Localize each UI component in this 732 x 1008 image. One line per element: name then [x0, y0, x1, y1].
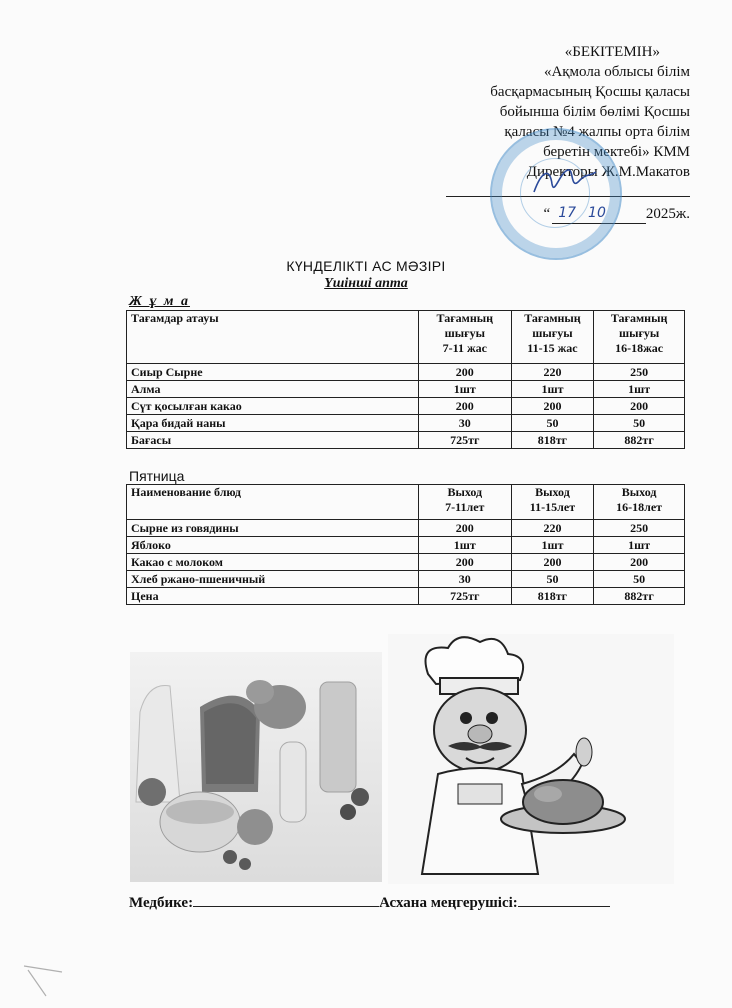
table-row [127, 520, 685, 537]
price-value: 725тг [418, 432, 511, 449]
cell-value: 220 [511, 520, 594, 537]
table-row [127, 381, 685, 398]
footer-signatures [129, 892, 610, 912]
cell-value: 200 [594, 398, 685, 415]
price-row [127, 588, 685, 605]
cell-value: 50 [594, 571, 685, 588]
approval-line: «Ақмола облысы білім [543, 64, 690, 80]
menu-table-ru [126, 484, 685, 605]
price-value: 818тг [511, 588, 594, 605]
date-year: 2025ж. [645, 206, 690, 222]
table-row [127, 571, 685, 588]
cell-value: 50 [511, 415, 594, 432]
dish-name: Сүт қосылған какао [127, 398, 419, 415]
date-month: 10 [582, 203, 612, 224]
handwritten-signature [530, 162, 600, 202]
cell-value: 1шт [594, 381, 685, 398]
cell-value: 220 [511, 364, 594, 381]
column-header: Тағамның шығуы 16-18жас [594, 311, 685, 364]
cell-value: 200 [418, 364, 511, 381]
column-header: Тағамның шығуы 11-15 жас [511, 311, 594, 364]
cell-value: 30 [418, 415, 511, 432]
price-value: 818тг [511, 432, 594, 449]
day-label-kz: Ж ұ м а [129, 294, 190, 309]
column-header: Тағамдар атауы [127, 311, 419, 364]
approval-line: бойынша білім бөлімі Қосшы [499, 104, 690, 120]
cell-value: 200 [418, 554, 511, 571]
cell-value: 200 [418, 520, 511, 537]
price-row [127, 432, 685, 449]
table-row [127, 554, 685, 571]
cell-value: 200 [511, 554, 594, 571]
price-value: 882тг [594, 588, 685, 605]
table-row [127, 537, 685, 554]
page-title: КҮНДЕЛІКТІ АС МӘЗІРІ [286, 258, 446, 274]
cell-value: 50 [594, 415, 685, 432]
price-label: Цена [127, 588, 419, 605]
table-header-row [127, 485, 685, 520]
date-quote: “ [543, 206, 551, 222]
price-label: Бағасы [127, 432, 419, 449]
date-day: 17 [552, 203, 582, 224]
approval-heading: «БЕКІТЕМІН» [564, 44, 660, 60]
nurse-signature-line [193, 892, 379, 907]
cell-value: 50 [511, 571, 594, 588]
scan-corner-mark [22, 958, 82, 998]
cell-value: 1шт [511, 537, 594, 554]
table-row [127, 398, 685, 415]
cell-value: 200 [511, 398, 594, 415]
dish-name: Хлеб ржано-пшеничный [127, 571, 419, 588]
approval-line: беретін мектебі» КММ [543, 144, 690, 160]
dish-name: Какао с молоком [127, 554, 419, 571]
dish-name: Яблоко [127, 537, 419, 554]
cell-value: 200 [594, 554, 685, 571]
column-header: Выход 16-18лет [594, 485, 685, 520]
dish-name: Алма [127, 381, 419, 398]
cell-value: 200 [418, 398, 511, 415]
cell-value: 1шт [594, 537, 685, 554]
cell-value: 1шт [418, 381, 511, 398]
kitchen-head-signature-line [518, 892, 610, 907]
column-header: Выход 11-15лет [511, 485, 594, 520]
table-row [127, 364, 685, 381]
price-value: 882тг [594, 432, 685, 449]
cell-value: 1шт [511, 381, 594, 398]
approval-line: басқармасының Қосшы қаласы [490, 84, 690, 100]
dish-name: Сырне из говядины [127, 520, 419, 537]
director-name: Директоры Ж.М.Макатов [526, 164, 690, 180]
week-subtitle: Үшінші апта [324, 276, 408, 291]
cell-value: 1шт [418, 537, 511, 554]
day-label-ru: Пятница [129, 468, 185, 484]
approval-line: қаласы №4 жалпы орта білім [504, 124, 690, 140]
column-header: Наименование блюд [127, 485, 419, 520]
menu-table-kz [126, 310, 685, 449]
cell-value: 250 [594, 364, 685, 381]
cell-value: 30 [418, 571, 511, 588]
column-header: Тағамның шығуы 7-11 жас [418, 311, 511, 364]
table-row [127, 415, 685, 432]
dish-name: Қара бидай наны [127, 415, 419, 432]
price-value: 725тг [418, 588, 511, 605]
dish-name: Сиыр Сырне [127, 364, 419, 381]
nurse-label: Медбике: [129, 895, 194, 911]
food-still-life-image [130, 652, 382, 882]
table-header-row [127, 311, 685, 364]
chef-illustration [388, 634, 674, 884]
cell-value: 250 [594, 520, 685, 537]
kitchen-head-label: Асхана меңгерушісі: [379, 895, 518, 911]
column-header: Выход 7-11лет [418, 485, 511, 520]
